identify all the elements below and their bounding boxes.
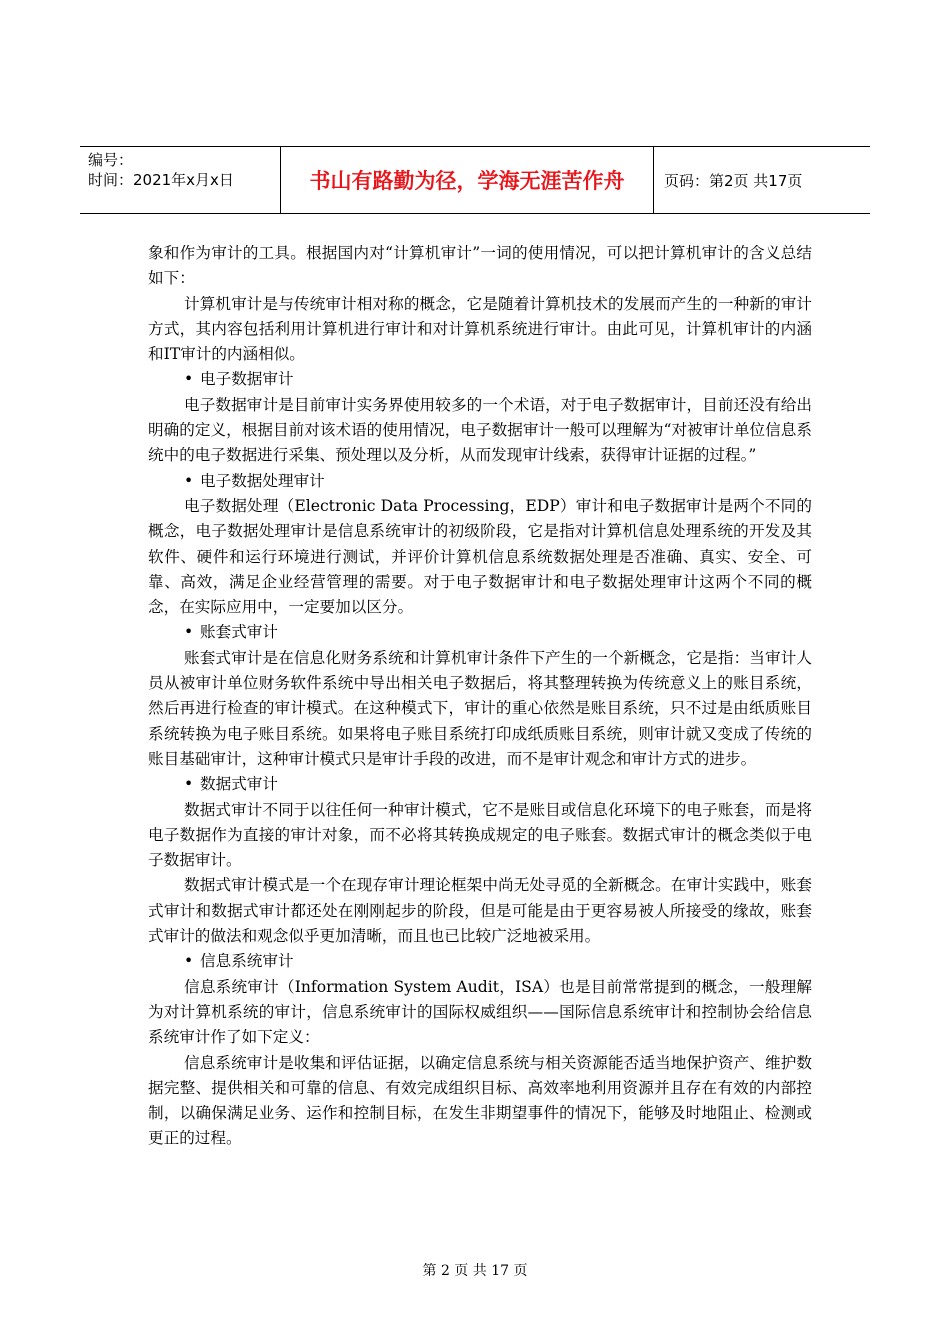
- paragraph: 电子数据处理（Electronic Data Processing，EDP）审计和电子数据审计是两个不同的概念，电子数据处理审计是信息系统审计的初级阶段，它是指对计算机信息处理系统的开发及其软件、硬件和运行环境进行测试，并评价计算机信息系统数据处理是否准确、真实、安全、可靠、高效，满足企业经营管理的需要。对于电子数据审计和电子数据处理审计这两个不同的概念，在实际应用中，一定要加以区分。: [148, 496, 812, 617]
- page-header: [80, 146, 870, 214]
- paragraph: 象和作为审计的工具。根据国内对“计算机审计”一词的使用情况，可以把计算机审计的含义总结如下：: [148, 244, 812, 288]
- bullet-heading: [148, 772, 812, 797]
- paragraph: 数据式审计模式是一个在现存审计理论框架中尚无处寻觅的全新概念。在审计实践中，账套式审计和数据式审计都还处在刚刚起步的阶段，但是可能是由于更容易被人所接受的缘故，账套式审计的做法和观念似乎更加清晰，而且也已比较广泛地被采用。: [148, 876, 812, 946]
- paragraph: 计算机审计是与传统审计相对称的概念，它是随着计算机技术的发展而产生的一种新的审计方式，其内容包括利用计算机进行审计和对计算机系统进行审计。由此可见，计算机审计的内涵和IT审计的内涵相似。: [148, 294, 812, 364]
- bullet-heading: [148, 367, 812, 392]
- bullet-icon: •: [184, 952, 194, 971]
- paragraph: 账套式审计是在信息化财务系统和计算机审计条件下产生的一个新概念，它是指：当审计人员从被审计单位财务软件系统中导出相关电子数据后，将其整理转换为传统意义上的账目系统，然后再进行检查的审计模式。在这种模式下，审计的重心依然是账目系统，只不过是由纸质账目系统转换为电子账目系统。如果将电子账目系统打印成纸质账目系统，则审计就又变成了传统的账目基础审计，这种审计模式只是审计手段的改进，而不是审计观念和审计方式的进步。: [148, 648, 812, 768]
- paragraph: 信息系统审计是收集和评估证据，以确定信息系统与相关资源能否适当地保护资产、维护数据完整、提供相关和可靠的信息、有效完成组织目标、高效率地利用资源并且存在有效的内部控制，以确保满足业务、运作和控制目标，在发生非期望事件的情况下，能够及时地阻止、检测或更正的过程。: [148, 1053, 812, 1148]
- document-number-label: 编号：: [88, 151, 134, 169]
- bullet-text: 账套式审计: [200, 623, 278, 642]
- paragraph: 电子数据审计是目前审计实务界使用较多的一个术语，对于电子数据审计，目前还没有给出明确的定义，根据目前对该术语的使用情况，电子数据审计一般可以理解为“对被审计单位信息系统中的电子数据进行采集、预处理以及分析，从而发现审计线索，获得审计证据的过程。”: [148, 395, 812, 465]
- bullet-heading: [148, 469, 812, 494]
- bullet-text: 电子数据处理审计: [200, 471, 325, 490]
- bullet-text: 电子数据审计: [200, 370, 294, 389]
- bullet-icon: •: [184, 370, 194, 389]
- header-meta: [80, 147, 281, 213]
- bullet-icon: •: [184, 623, 194, 642]
- header-motto: 书山有路勤为径，学海无涯苦作舟: [281, 147, 654, 213]
- bullet-heading: [148, 620, 812, 645]
- paragraph: 数据式审计不同于以往任何一种审计模式，它不是账目或信息化环境下的电子账套，而是将电子数据作为直接的审计对象，而不必将其转换成规定的电子账套。数据式审计的概念类似于电子数据审计。: [148, 800, 812, 870]
- bullet-text: 信息系统审计: [200, 952, 294, 971]
- document-body: [148, 241, 812, 1152]
- bullet-text: 数据式审计: [200, 775, 278, 794]
- bullet-heading: [148, 949, 812, 974]
- paragraph: 信息系统审计（Information System Audit，ISA）也是目前常常提到的概念，一般理解为对计算机系统的审计，信息系统审计的国际权威组织——国际信息系统审计和控制协会给信息系统审计作了如下定义：: [148, 977, 812, 1047]
- page-footer: 第 2 页 共 17 页: [422, 1263, 528, 1279]
- bullet-icon: •: [184, 775, 194, 794]
- bullet-icon: •: [184, 471, 194, 490]
- document-time: 时间：2021年x月x日: [88, 171, 234, 189]
- header-page-info: 页码：第2页 共17页: [664, 171, 803, 190]
